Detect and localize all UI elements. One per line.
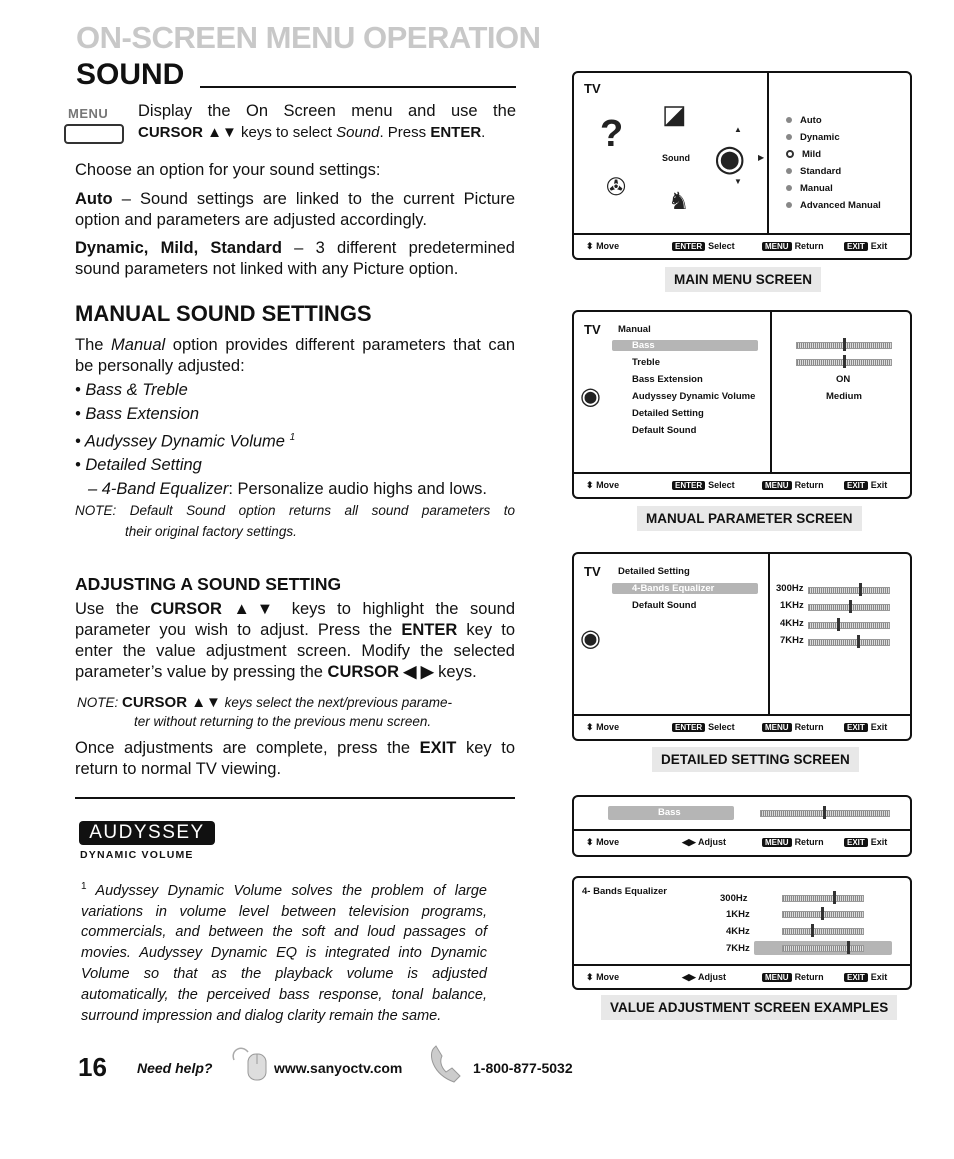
adjust-item: Bass [658, 807, 681, 818]
text: • Audyssey Dynamic Volume [75, 432, 285, 451]
hint-text: Return [794, 972, 824, 982]
enter-key: ENTER [430, 124, 482, 141]
option-manual[interactable] [786, 183, 833, 194]
enter-key-icon: ENTER [672, 723, 705, 732]
panel-divider [770, 312, 772, 472]
note-text: : Default Sound option returns all sound parameters to [112, 503, 515, 518]
option-label: Mild [802, 149, 821, 160]
item-default-sound[interactable]: Default Sound [632, 600, 697, 611]
option-label: Auto [800, 115, 822, 126]
cursor-keys: CURSOR ▲▼ [150, 600, 281, 618]
title-rule [200, 86, 516, 88]
menu-key-icon: MENU [762, 973, 792, 982]
hint-text: Move [596, 972, 620, 982]
option-label: Manual [800, 183, 833, 194]
panel-divider [767, 73, 769, 233]
hint-text: Exit [870, 722, 888, 732]
slider-thumb [823, 806, 826, 819]
footnote-marker: 1 [289, 432, 296, 443]
main-menu-screen [572, 71, 912, 260]
page-title: SOUND [76, 58, 185, 91]
audyssey-subtitle: DYNAMIC VOLUME [80, 849, 194, 861]
text: return to normal TV viewing. [75, 760, 282, 778]
hint-text: Move [596, 480, 620, 490]
dynamic-term: Dynamic, Mild, Standard [75, 239, 282, 257]
caption-main-menu: MAIN MENU SCREEN [665, 267, 821, 292]
bass-value-slider[interactable] [760, 810, 890, 817]
item-audyssey[interactable]: Audyssey Dynamic Volume [632, 391, 756, 402]
list-item: • Bass Extension [75, 404, 200, 423]
exit-key-icon: EXIT [844, 481, 868, 490]
audyssey-footnote [81, 877, 487, 1026]
hint-text: Select [708, 480, 735, 490]
eq-desc: : Personalize audio highs and lows. [228, 479, 488, 498]
option-mild[interactable] [786, 149, 821, 160]
select-hint [672, 722, 735, 732]
move-hint [586, 837, 619, 848]
menu-button-icon [62, 104, 126, 148]
adjust-hint [682, 972, 726, 983]
setup-icon: ✇ [606, 174, 627, 201]
eq-slider-7khz[interactable] [782, 945, 864, 952]
bar-divider [574, 714, 910, 716]
exit-hint [844, 722, 887, 732]
move-hint [586, 480, 619, 491]
tv-label: TV [584, 81, 601, 96]
slider-thumb [843, 355, 846, 368]
bar-divider [574, 233, 910, 235]
band-label: 7KHz [726, 943, 750, 954]
caption-manual: MANUAL PARAMETER SCREEN [637, 506, 862, 531]
caption-value-adjust: VALUE ADJUSTMENT SCREEN EXAMPLES [601, 995, 897, 1020]
text: . [481, 124, 486, 141]
sound-term: Sound [336, 124, 380, 141]
select-hint [672, 480, 735, 490]
auto-term: Auto [75, 190, 113, 208]
question-icon: ? [600, 113, 624, 155]
tv-label: TV [584, 564, 601, 579]
exit-hint [844, 972, 887, 982]
slider-thumb [849, 600, 852, 613]
slider-thumb [837, 618, 840, 631]
hint-text: Exit [870, 837, 888, 847]
slider-thumb [833, 891, 836, 904]
text: key to [457, 621, 515, 639]
list-item: • Detailed Setting [75, 456, 202, 474]
help-text: Need help? [137, 1060, 213, 1076]
audyssey-value: Medium [826, 391, 862, 402]
bullet-list [75, 379, 487, 501]
slider-thumb [859, 583, 862, 596]
radio-dot-icon [786, 168, 792, 174]
manual-term: Manual [111, 336, 166, 354]
bass-slider[interactable] [796, 342, 892, 349]
menu-key-icon: MENU [762, 723, 792, 732]
item-default-sound[interactable]: Default Sound [632, 425, 697, 436]
item-4band-eq[interactable]: 4-Bands Equalizer [632, 583, 715, 594]
return-hint [762, 972, 824, 982]
cursor-keys: CURSOR ◀ ▶ [327, 663, 434, 681]
hint-text: Exit [870, 241, 888, 251]
exit-key-icon: EXIT [844, 242, 868, 251]
move-hint [586, 722, 619, 733]
note-text: their original factory settings. [125, 524, 297, 539]
return-hint [762, 722, 824, 732]
eq-slider-4khz[interactable] [808, 622, 890, 629]
bar-divider [574, 964, 910, 966]
select-hint [672, 241, 735, 251]
phone-icon [428, 1044, 468, 1086]
hint-text: Exit [870, 972, 888, 982]
hint-text: Move [596, 837, 620, 847]
text: option provides different parameters that can be personally adjusted: [75, 336, 515, 375]
band-label: 1KHz [780, 600, 804, 611]
bass-extension-value: ON [836, 374, 851, 385]
hint-text: Select [708, 722, 735, 732]
text: Once adjustments are complete, press the [75, 739, 420, 757]
text: Use the [75, 600, 151, 618]
hint-text: Move [596, 241, 620, 251]
note-text: ter without returning to the previous menu screen. [134, 714, 432, 729]
auto-desc: – Sound settings are linked to the current Picture option and parameters are adjusted accordingly. [75, 190, 515, 229]
band-label: 4KHz [780, 618, 804, 629]
item-detailed-setting[interactable]: Detailed Setting [632, 408, 704, 419]
hint-text: Move [596, 722, 620, 732]
dynamic-paragraph [75, 238, 515, 280]
radio-selected-icon [786, 150, 794, 158]
eq-term: – 4-Band Equalizer [88, 479, 229, 498]
menu-key-icon: MENU [762, 242, 792, 251]
website-link[interactable]: www.sanyoctv.com [274, 1060, 403, 1076]
exit-key-icon: EXIT [844, 838, 868, 847]
manual-parameter-screen [572, 310, 912, 499]
band-label: 7KHz [780, 635, 804, 646]
list-item [75, 426, 487, 454]
exit-key: EXIT [419, 739, 457, 757]
band-label: 300Hz [720, 893, 748, 904]
text: keys. [433, 663, 477, 681]
hint-text: Return [794, 480, 824, 490]
sound-icon-label: Sound [662, 153, 690, 163]
updown-icon: ⬍ [586, 480, 594, 490]
updown-icon: ⬍ [586, 722, 594, 732]
eq-slider-7khz[interactable] [808, 639, 890, 646]
updown-icon: ⬍ [586, 972, 594, 982]
radio-dot-icon [786, 117, 792, 123]
return-hint [762, 480, 824, 490]
arrow-up-icon: ▲ [734, 125, 742, 134]
manual-intro [75, 335, 515, 377]
text: . Press [379, 124, 431, 141]
option-label: Standard [800, 166, 842, 177]
exit-key-icon: EXIT [844, 723, 868, 732]
eq-slider-1khz[interactable] [808, 604, 890, 611]
eq-slider-1khz[interactable] [782, 911, 864, 918]
eq-adjust-screen [572, 876, 912, 990]
eq-slider-4khz[interactable] [782, 928, 864, 935]
detailed-setting-screen [572, 552, 912, 741]
slider-thumb [821, 907, 824, 920]
exit-hint [844, 480, 887, 490]
note-default-sound [75, 500, 515, 542]
cursor-keys: CURSOR ▲▼ [122, 694, 221, 711]
enter-key-icon: ENTER [672, 242, 705, 251]
text: The [75, 336, 112, 354]
adjust-paragraph [75, 599, 515, 683]
list-item: • Bass & Treble [75, 381, 188, 399]
text: keys to select [236, 124, 337, 141]
bar-divider [574, 472, 910, 474]
exit-hint [844, 837, 887, 847]
audyssey-logo [79, 821, 215, 845]
enter-key: ENTER [401, 621, 458, 639]
return-hint [762, 837, 824, 847]
dynamic-desc: – 3 different predetermined sound parameters not linked with any Picture option. [75, 239, 515, 278]
footnote-marker: 1 [81, 881, 87, 892]
item-treble[interactable]: Treble [632, 357, 660, 368]
radio-dot-icon [786, 202, 792, 208]
text: parameter’s value by pressing the [75, 663, 328, 681]
band-label: 4KHz [726, 926, 750, 937]
caption-detailed: DETAILED SETTING SCREEN [652, 747, 859, 772]
bass-adjust-screen [572, 795, 912, 857]
page-number: 16 [78, 1052, 107, 1082]
hint-text: Return [794, 837, 824, 847]
note-cursor: NOTE: CURSOR ▲▼ keys select the next/previous parame- ter without returning to the previous menu screen. [77, 692, 515, 730]
option-label: Advanced Manual [800, 200, 881, 211]
text: keys to highlight the sound [280, 600, 516, 618]
screen-heading: Manual [618, 324, 651, 335]
arrow-right-icon: ▶ [758, 153, 765, 162]
radio-dot-icon [786, 134, 792, 140]
option-auto[interactable] [786, 115, 822, 126]
exit-key-icon: EXIT [844, 973, 868, 982]
footnote-text: Audyssey Dynamic Volume solves the problem of large variations in volume level between television programs, commercials, and between the soft and loud passages of movies. Audyssey Dynamic EQ is integrated into Dynamic Volume so that as the playback volume is adjusted automatically, the perceived bass response, tonal balance, surround impression and dialog clarity remain the same. [81, 882, 487, 1024]
picture-icon: ◪ [662, 99, 687, 129]
hint-text: Return [794, 722, 824, 732]
screen-heading: 4- Bands Equalizer [582, 886, 667, 897]
auto-paragraph [75, 189, 515, 231]
updown-icon: ⬍ [586, 837, 594, 847]
bar-divider [574, 829, 910, 831]
option-label: Dynamic [800, 132, 840, 143]
move-hint [586, 972, 619, 983]
text: parameter you wish to adjust. Press the [75, 621, 402, 639]
text: enter the value adjustment screen. Modify the selected [75, 642, 515, 660]
intro-paragraph [138, 101, 516, 143]
slider-thumb [847, 941, 850, 954]
slider-thumb [843, 338, 846, 351]
item-bass-extension[interactable]: Bass Extension [632, 374, 703, 385]
eq-slider-300hz[interactable] [808, 587, 890, 594]
intro-line2 [138, 122, 516, 143]
section-title: ON-SCREEN MENU OPERATION [76, 20, 541, 55]
phone-number[interactable]: 1-800-877-5032 [473, 1060, 573, 1076]
note-label: NOTE [77, 695, 115, 710]
audyssey-logo-text: AUDYSSEY [89, 822, 205, 843]
speaker-icon: ◉ [580, 383, 601, 410]
speaker-icon: ◉ [714, 137, 746, 178]
move-hint [586, 241, 619, 252]
list-sub-item [75, 478, 487, 502]
mouse-icon [228, 1040, 270, 1082]
slider-thumb [857, 635, 860, 648]
menu-key-icon: MENU [762, 838, 792, 847]
speaker-icon: ◉ [580, 625, 601, 652]
option-dynamic[interactable] [786, 132, 840, 143]
manual-heading: MANUAL SOUND SETTINGS [75, 301, 372, 326]
hint-text: Adjust [698, 837, 727, 847]
note-text: keys select the next/previous parame- [220, 695, 453, 710]
option-advanced-manual[interactable] [786, 200, 881, 211]
menu-key-icon: MENU [762, 481, 792, 490]
hint-text: Adjust [698, 972, 727, 982]
screen-heading: Detailed Setting [618, 566, 690, 577]
option-standard[interactable] [786, 166, 841, 177]
hint-text: Select [708, 241, 735, 251]
tv-label: TV [584, 322, 601, 337]
note-label: NOTE [75, 503, 113, 518]
eq-slider-300hz[interactable] [782, 895, 864, 902]
panel-divider [768, 554, 770, 714]
radio-dot-icon [786, 185, 792, 191]
exit-paragraph [75, 738, 515, 780]
slider-thumb [811, 924, 814, 937]
updown-icon: ⬍ [586, 241, 594, 251]
exit-hint [844, 241, 887, 251]
choose-text: Choose an option for your sound settings: [75, 161, 381, 179]
item-bass[interactable]: Bass [632, 340, 655, 351]
menu-icon-label: MENU [68, 106, 109, 121]
cursor-keys: CURSOR ▲▼ [138, 124, 237, 141]
button-shape [64, 124, 124, 144]
intro-line1: Display the On Screen menu and use the [138, 102, 516, 120]
hint-text: Return [794, 241, 824, 251]
adjust-hint [682, 837, 726, 848]
hint-text: Exit [870, 480, 888, 490]
text: key to [456, 739, 515, 757]
leftright-icon: ◀▶ [682, 837, 696, 847]
section-divider [75, 797, 515, 799]
band-label: 1KHz [726, 909, 750, 920]
band-label: 300Hz [776, 583, 804, 594]
leftright-icon: ◀▶ [682, 972, 696, 982]
enter-key-icon: ENTER [672, 481, 705, 490]
adjust-heading: ADJUSTING A SOUND SETTING [75, 574, 342, 594]
arrow-down-icon: ▼ [734, 177, 742, 186]
treble-slider[interactable] [796, 359, 892, 366]
feature-icon: ♞ [668, 188, 690, 215]
return-hint [762, 241, 824, 251]
